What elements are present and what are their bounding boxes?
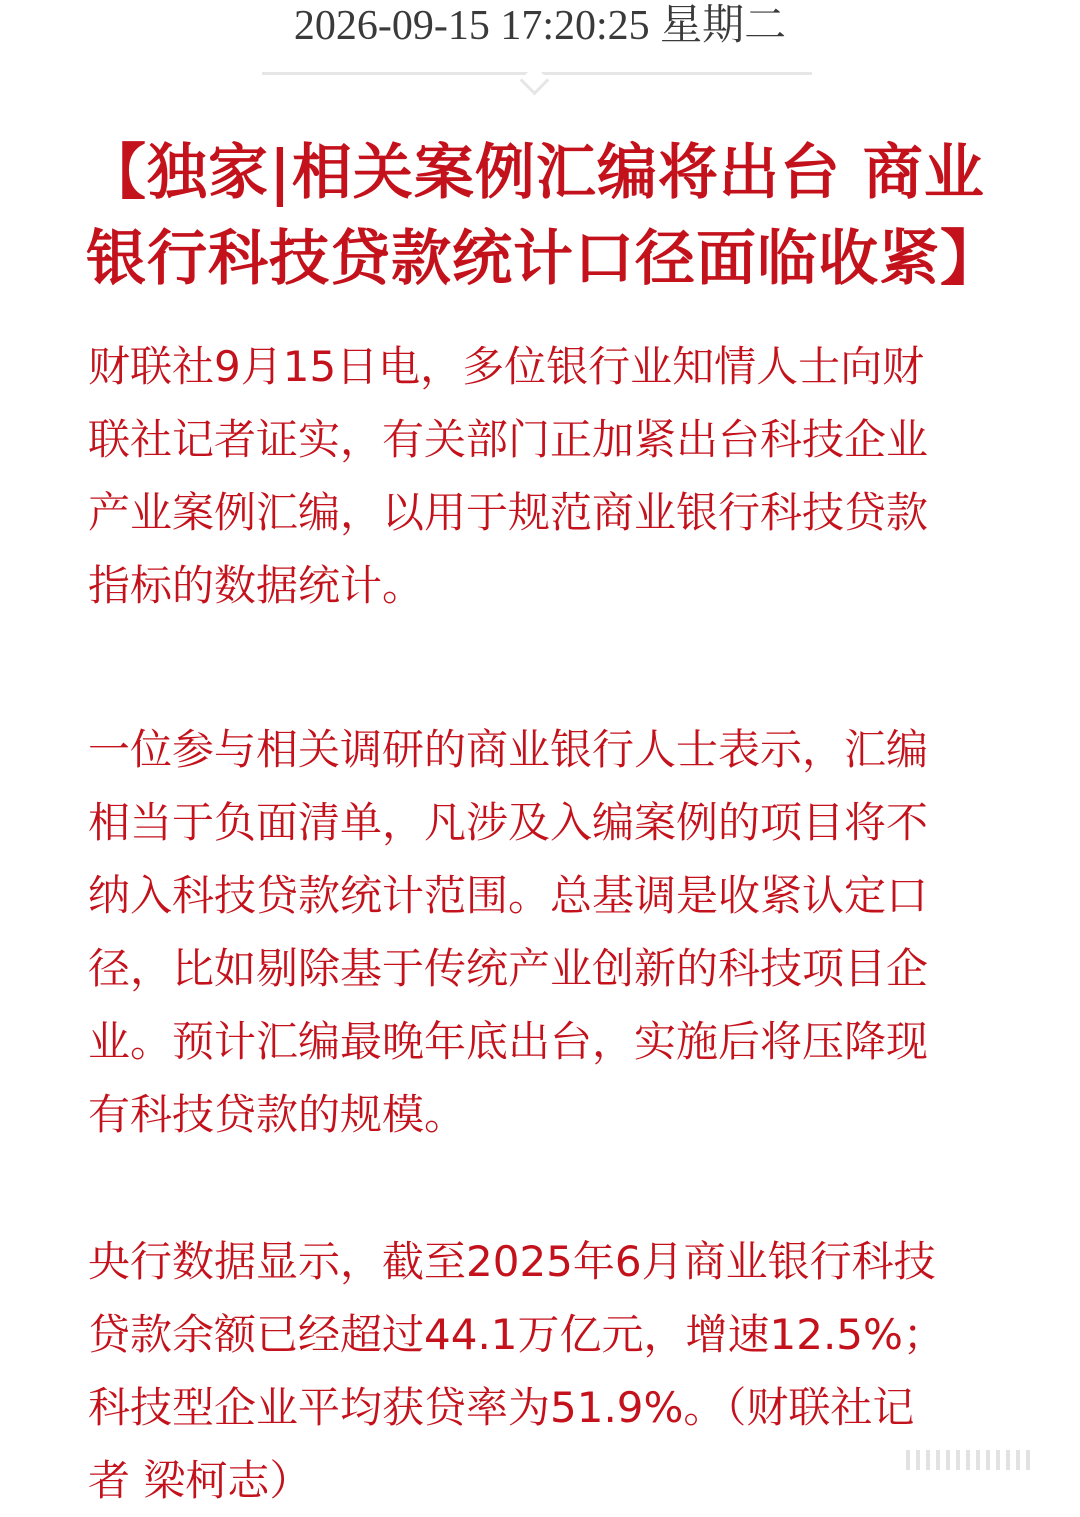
- article-headline: [86, 130, 1001, 302]
- paragraph-line: 产业案例汇编，以用于规范商业银行科技贷款: [88, 488, 929, 537]
- paragraph-1: [88, 330, 978, 622]
- paragraph-line: 业。预计汇编最晚年底出台，实施后将压降现: [88, 1017, 929, 1066]
- paragraph-line: 者 梁柯志）: [88, 1456, 312, 1505]
- paragraph-line: 纳入科技贷款统计范围。总基调是收紧认定口: [88, 871, 929, 920]
- watermark-mark: [906, 1450, 1036, 1470]
- paragraph-line: 有科技贷款的规模。: [88, 1090, 467, 1139]
- paragraph-3: [88, 1225, 978, 1517]
- paragraph-line: 央行数据显示，截至2025年6月商业银行科技: [88, 1237, 936, 1286]
- headline-line-2: 银行科技贷款统计口径面临收紧】: [86, 224, 1001, 294]
- paragraph-line: 贷款余额已经超过44.1万亿元，增速12.5%；: [88, 1310, 945, 1359]
- divider-notch: [520, 66, 550, 96]
- paragraph-line: 联社记者证实，有关部门正加紧出台科技企业: [88, 415, 929, 464]
- paragraph-line: 科技型企业平均获贷率为51.9%。（财联社记: [88, 1383, 915, 1432]
- headline-line-1: 【独家|相关案例汇编将出台 商业: [86, 138, 985, 208]
- paragraph-2: [88, 713, 978, 1151]
- paragraph-line: 指标的数据统计。: [88, 561, 425, 610]
- paragraph-line: 一位参与相关调研的商业银行人士表示，汇编: [88, 725, 929, 774]
- paragraph-line: 财联社9月15日电，多位银行业知情人士向财: [88, 342, 925, 391]
- publish-datetime: 2026-09-15 17:20:25 星期二: [293, 3, 787, 49]
- paragraph-line: 径，比如剔除基于传统产业创新的科技项目企: [88, 944, 929, 993]
- paragraph-line: 相当于负面清单，凡涉及入编案例的项目将不: [88, 798, 929, 847]
